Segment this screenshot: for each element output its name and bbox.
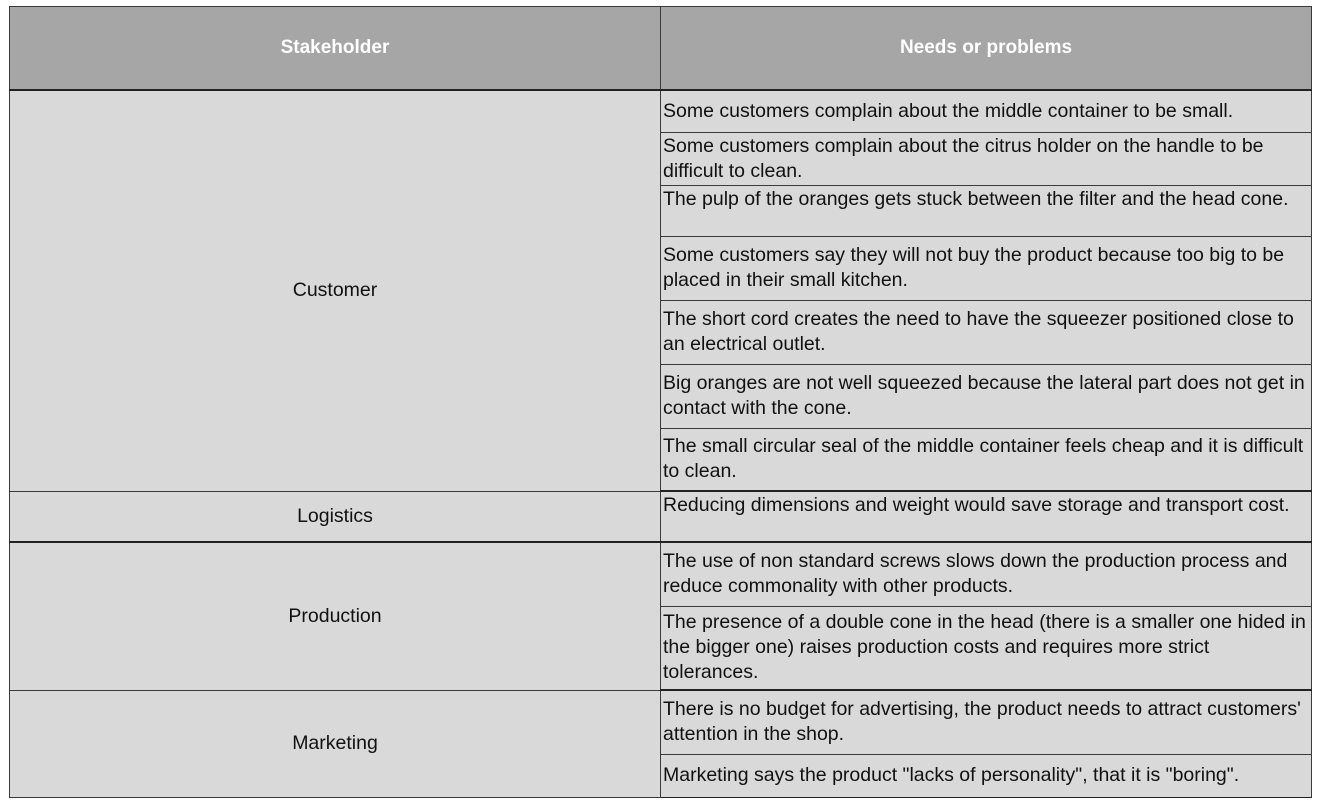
stakeholder-customer: Customer bbox=[10, 90, 661, 491]
need-cell: The short cord creates the need to have the squeezer positioned close to an electrical outlet. bbox=[661, 300, 1312, 364]
need-cell: The pulp of the oranges gets stuck between the filter and the head cone. bbox=[661, 185, 1312, 236]
need-cell: The use of non standard screws slows down the production process and reduce commonality with other products. bbox=[661, 542, 1312, 606]
header-row bbox=[10, 7, 1312, 91]
need-cell: The small circular seal of the middle container feels cheap and it is difficult to clean. bbox=[661, 428, 1312, 491]
need-cell: Reducing dimensions and weight would save storage and transport cost. bbox=[661, 491, 1312, 542]
table-row bbox=[10, 542, 1312, 606]
need-cell: Some customers say they will not buy the product because too big to be placed in their small kitchen. bbox=[661, 236, 1312, 300]
need-cell: There is no budget for advertising, the product needs to attract customers' attention in the shop. bbox=[661, 690, 1312, 754]
need-cell: Some customers complain about the citrus holder on the handle to be difficult to clean. bbox=[661, 132, 1312, 185]
need-cell: The presence of a double cone in the head (there is a smaller one hided in the bigger one) raises production costs and requires more strict tolerances. bbox=[661, 606, 1312, 690]
need-cell: Big oranges are not well squeezed because the lateral part does not get in contact with the cone. bbox=[661, 364, 1312, 428]
table-row bbox=[10, 90, 1312, 132]
stakeholder-logistics: Logistics bbox=[10, 491, 661, 542]
need-cell: Some customers complain about the middle container to be small. bbox=[661, 90, 1312, 132]
header-needs-or-problems: Needs or problems bbox=[661, 7, 1312, 91]
stakeholder-production: Production bbox=[10, 542, 661, 690]
header-stakeholder: Stakeholder bbox=[10, 7, 661, 91]
stakeholder-marketing: Marketing bbox=[10, 690, 661, 797]
stakeholder-needs-table bbox=[9, 6, 1312, 798]
need-cell: Marketing says the product "lacks of personality", that it is "boring". bbox=[661, 754, 1312, 797]
table-row bbox=[10, 491, 1312, 542]
table-row bbox=[10, 690, 1312, 754]
